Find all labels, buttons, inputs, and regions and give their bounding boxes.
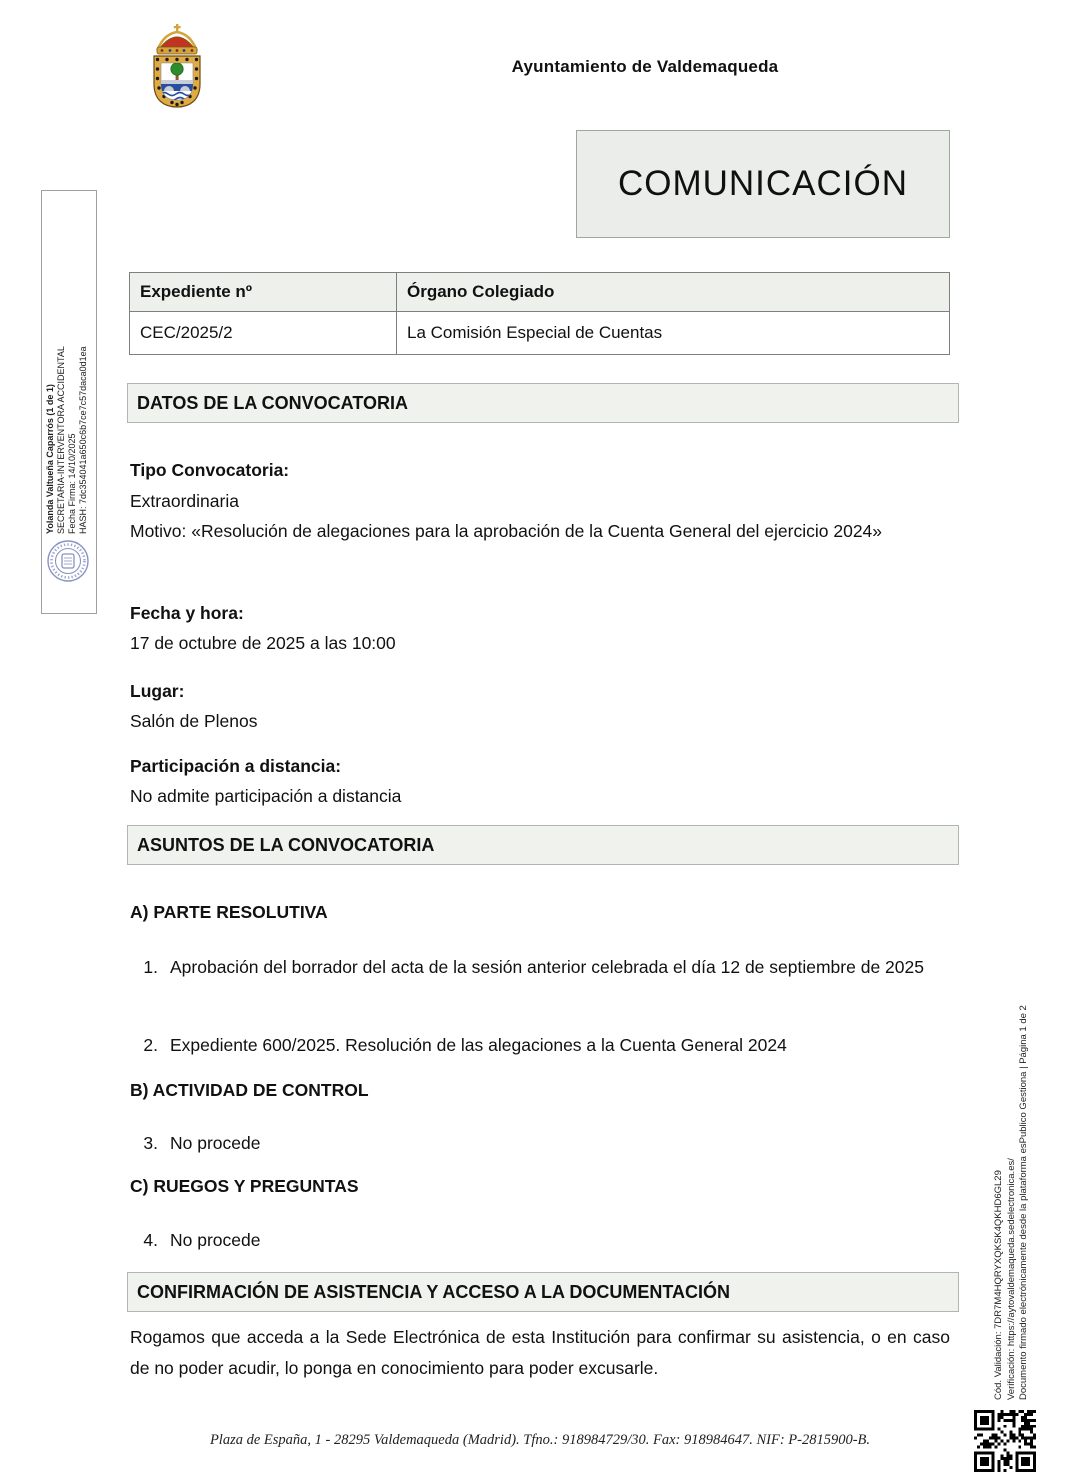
signer-role: SECRETARIA-INTERVENTORA ACCIDENTAL (56, 346, 66, 534)
motivo-paragraph: Motivo: «Resolución de alegaciones para la aprobación de la Cuenta General del ejercicio 2024» (130, 521, 883, 541)
expediente-value-cell: CEC/2025/2 (130, 312, 397, 354)
agenda-group-heading-b: B) ACTIVIDAD DE CONTROL (130, 1080, 369, 1100)
section-header-asuntos: ASUNTOS DE LA CONVOCATORIA (127, 825, 959, 865)
footer-address: Plaza de España, 1 - 28295 Valdemaqueda (Madrid). Tfno.: 918984729/30. Fax: 918984647. NIF: P-2815900-B. (209, 1432, 871, 1448)
municipal-coat-of-arms-icon (146, 22, 208, 112)
signature-block (45, 204, 89, 534)
section-header-confirmacion: CONFIRMACIÓN DE ASISTENCIA Y ACCESO A LA DOCUMENTACIÓN (127, 1272, 959, 1312)
confirmacion-paragraph: Rogamos que acceda a la Sede Electrónica de esta Institución para confirmar su asistencia, o en caso de no poder acudir, lo ponga en conocimiento para poder excusarle. (130, 1327, 950, 1378)
fecha-hora-label: Fecha y hora: (130, 603, 244, 623)
tipo-convocatoria-label: Tipo Convocatoria: (130, 460, 290, 480)
municipality-name: Ayuntamiento de Valdemaqueda (511, 57, 779, 76)
page-title: COMUNICACIÓN (617, 164, 909, 203)
signer-name: Yolanda Valtueña Caparrós (1 de 1) (45, 384, 55, 534)
agenda-group-heading-a: A) PARTE RESOLUTIVA (130, 902, 328, 922)
tipo-convocatoria-value: Extraordinaria (130, 491, 239, 511)
item-number: 4. (143, 1230, 158, 1250)
table-value-row (130, 312, 949, 354)
agenda-item-3 (130, 1128, 950, 1159)
item-text: Aprobación del borrador del acta de la sesión anterior celebrada el día 12 de septiembre de 2025 (170, 957, 924, 977)
verification-url: Verificación: https://aytovaldemaqueda.sedelectronica.es/ (1005, 1158, 1017, 1400)
lugar-label: Lugar: (130, 681, 185, 701)
expediente-table (129, 272, 950, 355)
document-type-box (576, 130, 950, 238)
agenda-item-2 (130, 1030, 950, 1061)
qr-code (974, 1410, 1036, 1472)
item-number: 2. (143, 1035, 158, 1055)
item-text: Expediente 600/2025. Resolución de las alegaciones a la Cuenta General 2024 (170, 1035, 787, 1055)
item-number: 1. (143, 957, 158, 977)
item-text: No procede (170, 1133, 261, 1153)
organo-value-cell: La Comisión Especial de Cuentas (407, 323, 663, 342)
signature-hash: HASH: 7dc354041a650c6b7ce7c57daca0d1ea (78, 346, 88, 534)
validation-code: Cód. Validación: 7DR7M4HQRYXQKSK4QKHD6GL29 (993, 1170, 1004, 1400)
participacion-value: No admite participación a distancia (130, 786, 402, 806)
table-header-row (130, 273, 949, 312)
signature-sidebar (41, 190, 97, 614)
platform-note: Documento firmado electrónicamente desde la plataforma esPublico Gestiona | Página 1 de 2 (1018, 1005, 1029, 1400)
signature-date: Fecha Firma: 14/10/2025 (67, 433, 77, 534)
lugar-value: Salón de Plenos (130, 711, 258, 731)
section-header-datos: DATOS DE LA CONVOCATORIA (127, 383, 959, 423)
item-number: 3. (143, 1133, 158, 1153)
fecha-hora-value: 17 de octubre de 2025 a las 10:00 (130, 633, 396, 653)
expediente-header-cell: Expediente nº (130, 273, 397, 311)
participacion-label: Participación a distancia: (130, 756, 342, 776)
notary-seal-icon (44, 537, 92, 585)
agenda-item-4 (130, 1225, 950, 1256)
agenda-item-1 (130, 952, 950, 983)
item-text: No procede (170, 1230, 261, 1250)
validation-sidebar (993, 938, 1031, 1400)
agenda-group-heading-c: C) RUEGOS Y PREGUNTAS (130, 1176, 359, 1196)
organo-header-cell: Órgano Colegiado (407, 282, 555, 301)
